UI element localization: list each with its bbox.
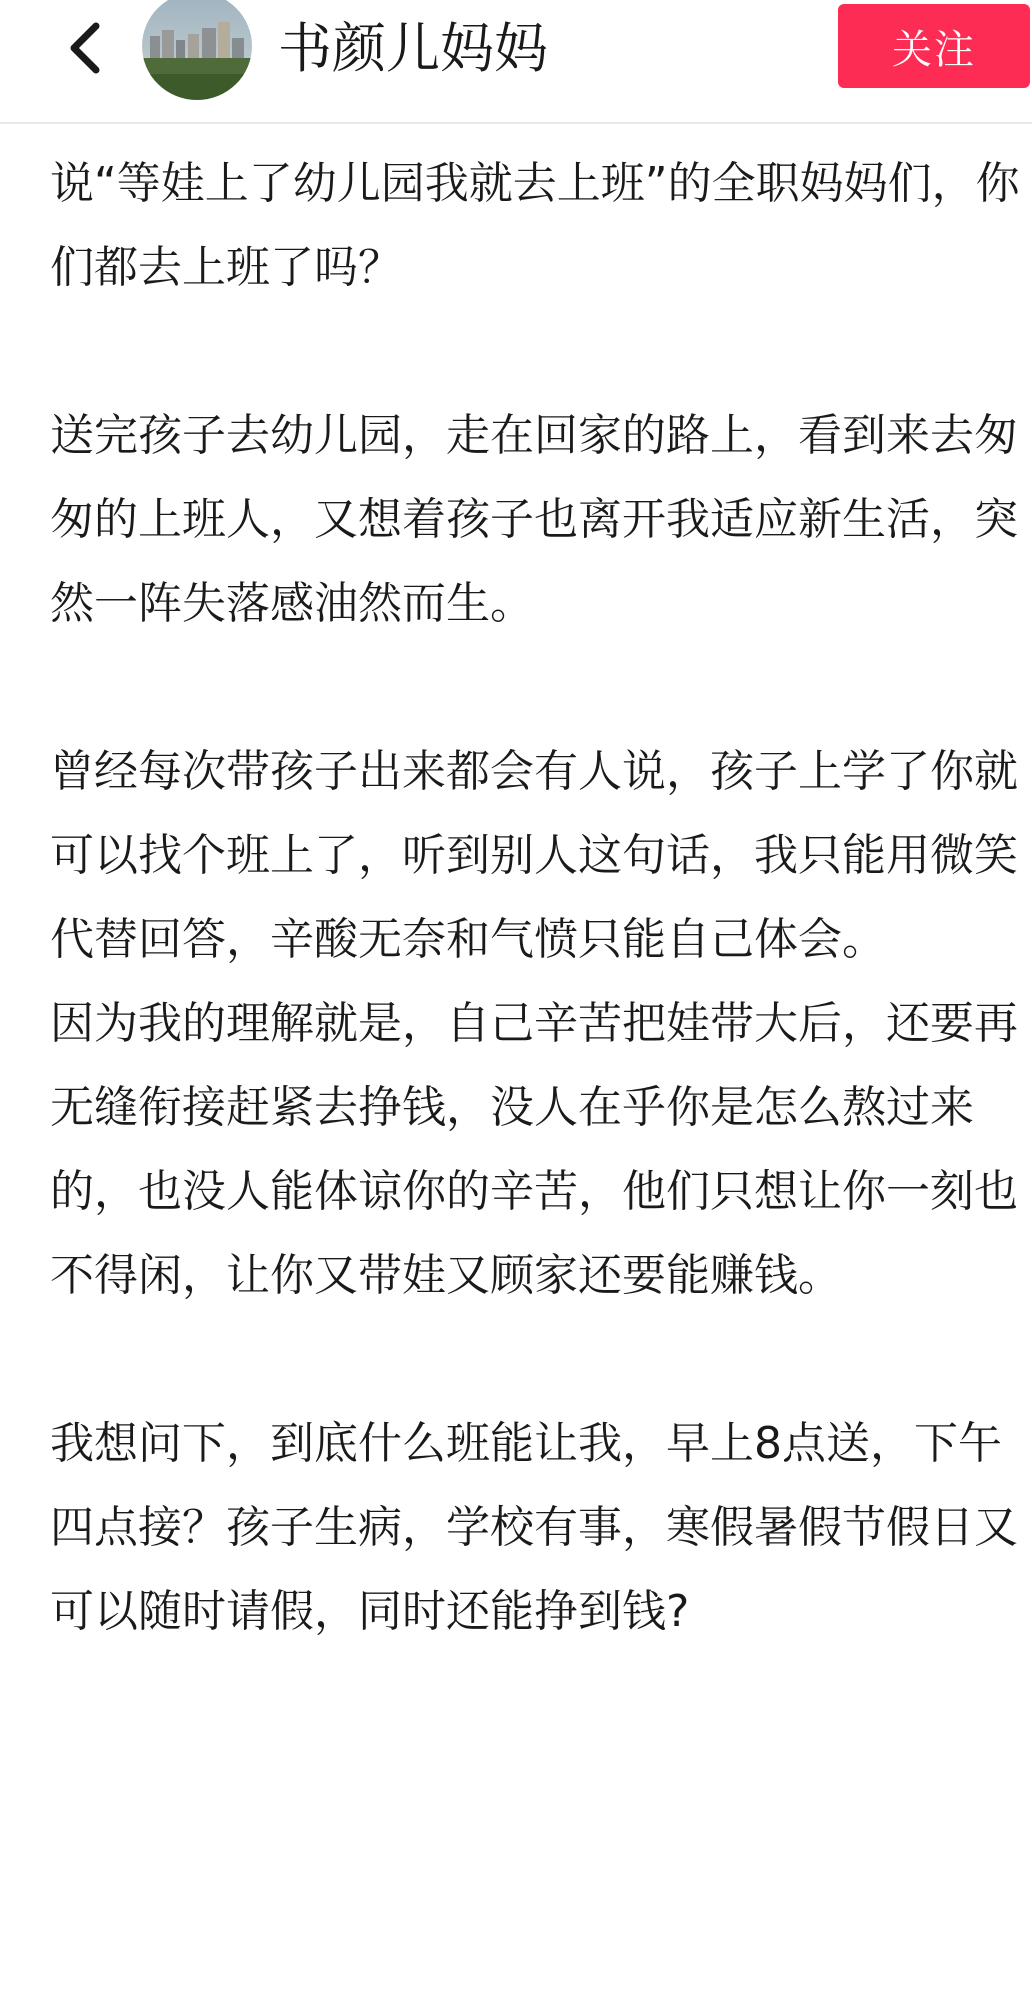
chevron-left-icon xyxy=(58,18,114,78)
post-paragraph: 我想问下，到底什么班能让我，早上8点送，下午四点接？孩子生病，学校有事，寒假暑假节假日又可以随时请假，同时还能挣到钱? xyxy=(50,1418,1018,1637)
paragraph-gap xyxy=(50,1318,1025,1402)
post-paragraph: 因为我的理解就是，自己辛苦把娃带大后，还要再无缝衔接赶紧去挣钱，没人在乎你是怎么熬过来的，也没人能体谅你的辛苦，他们只想让你一刻也不得闲，让你又带娃又顾家还要能赚钱。 xyxy=(50,998,1018,1301)
avatar[interactable] xyxy=(142,0,252,100)
post-paragraph: 说“等娃上了幼儿园我就去上班”的全职妈妈们，你们都去上班了吗？ xyxy=(50,158,1020,293)
paragraph-gap xyxy=(50,310,1025,394)
post-paragraph: 曾经每次带孩子出来都会有人说，孩子上学了你就可以找个班上了，听到别人这句话，我只能用微笑代替回答，辛酸无奈和气愤只能自己体会。 xyxy=(50,746,1018,965)
username[interactable]: 书颜儿妈妈 xyxy=(278,17,548,80)
follow-button[interactable]: 关注 xyxy=(838,4,1030,88)
avatar-cityscape xyxy=(142,0,252,100)
top-bar xyxy=(0,0,1032,124)
post-paragraph: 送完孩子去幼儿园，走在回家的路上，看到来去匆匆的上班人，又想着孩子也离开我适应新生活，突然一阵失落感油然而生。 xyxy=(50,410,1018,629)
post-body xyxy=(50,142,1025,1654)
back-button[interactable] xyxy=(58,18,114,78)
paragraph-gap xyxy=(50,646,1025,730)
